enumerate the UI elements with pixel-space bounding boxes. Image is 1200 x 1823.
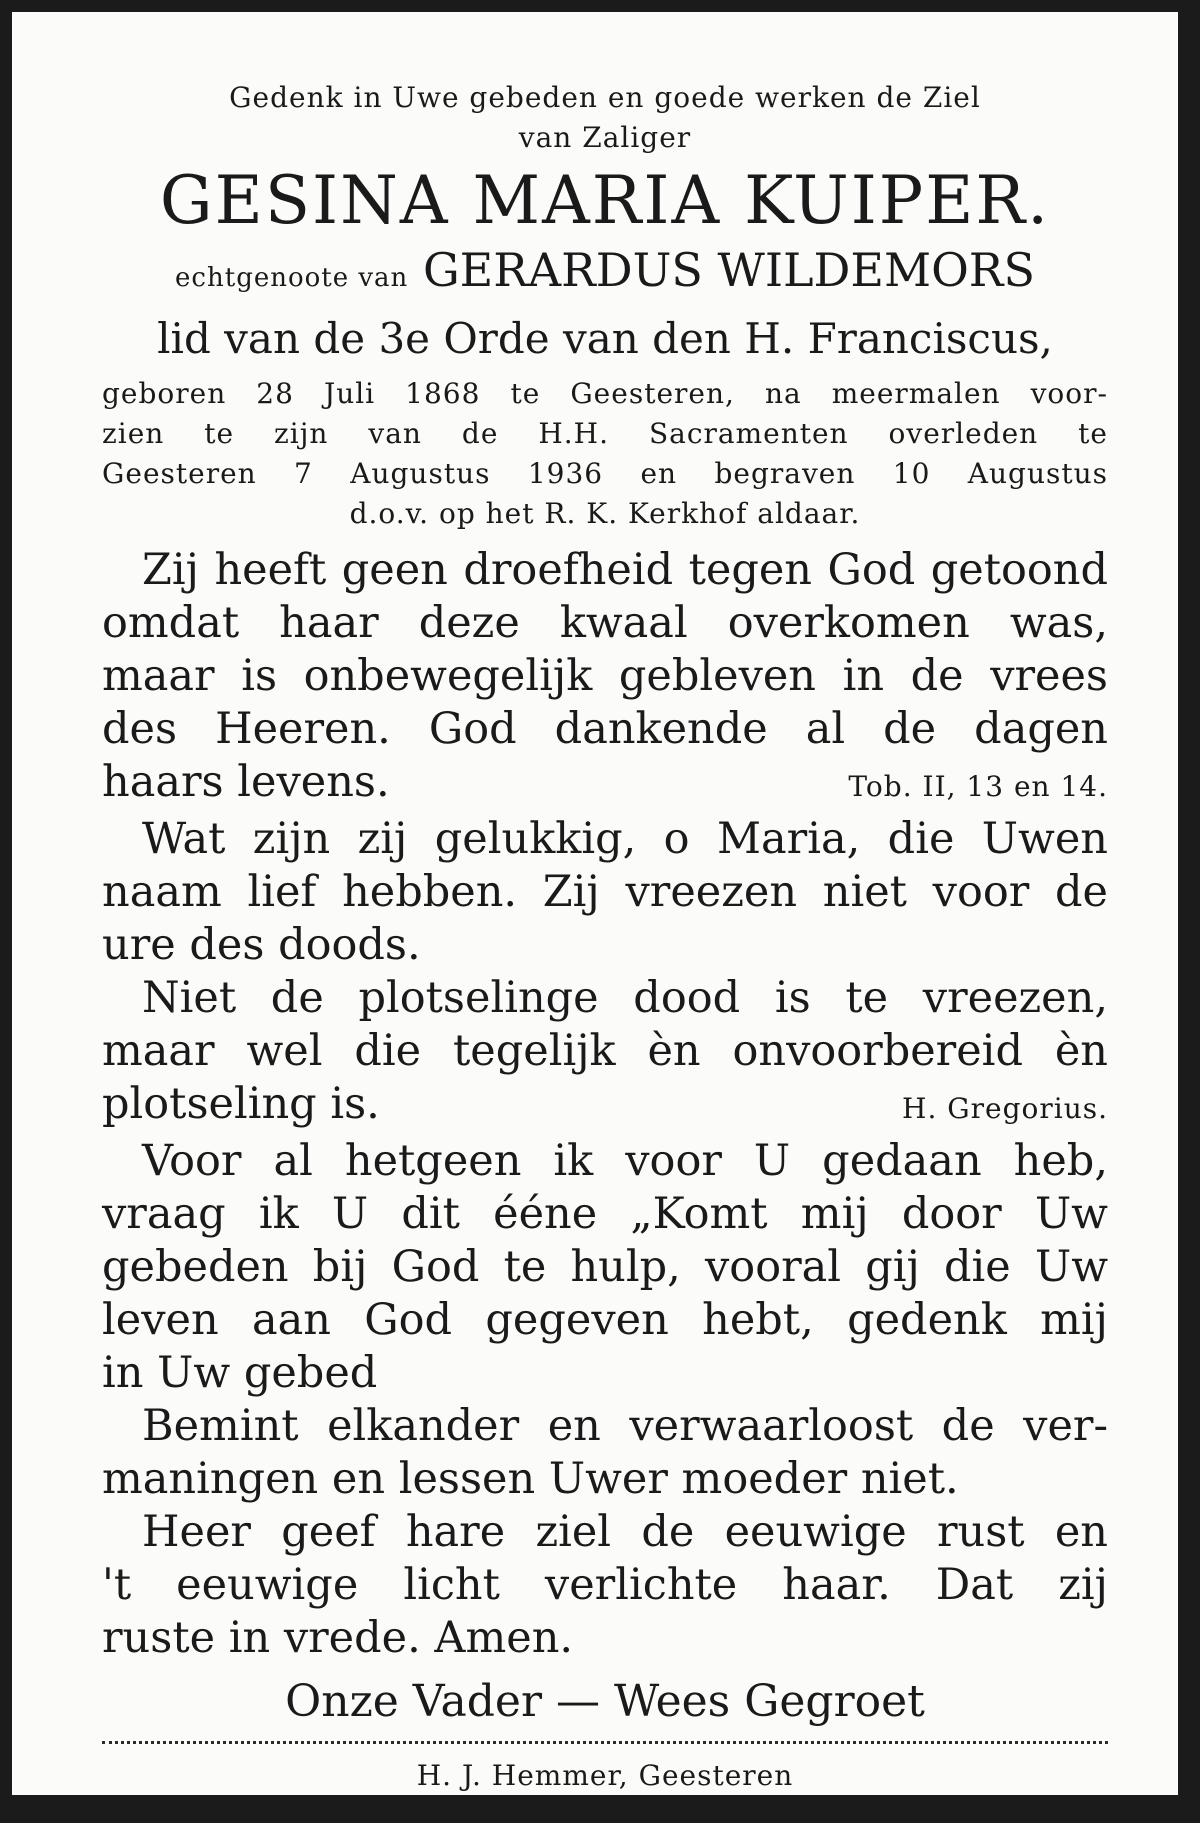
header-van-zaliger: van Zaliger [518,121,692,154]
verse-line: vraag ik U dit ééne „Komt mij door Uw [102,1189,1108,1239]
verse-line: haars levens. [102,757,390,807]
verse-admonition [102,1400,1108,1506]
bio-line: geboren 28 Juli 1868 te Geesteren, na meermalen voor- [102,377,1108,410]
verse-line: Niet de plotselinge dood is te vreezen, [142,973,1108,1023]
verse-line: Voor al hetgeen ik voor U gedaan heb, [142,1136,1108,1186]
spouse-name: GERARDUS WILDEMORS [422,243,1035,297]
verse-line: maar is onbewegelijk gebleven in de vrees [102,651,1108,701]
verse-line: leven aan God gegeven hebt, gedenk mij [102,1295,1108,1345]
verse-line: Wat zijn zij gelukkig, o Maria, die Uwen [142,814,1108,864]
printer-credit: H. J. Hemmer, Geesteren [416,1759,794,1792]
verse-line: plotseling is. [102,1079,380,1129]
verse-line: Bemint elkander en verwaarloost de ver- [142,1401,1108,1451]
deceased-name: GESINA MARIA KUIPER. [159,162,1051,239]
verse-line: in Uw gebed [102,1348,378,1398]
closing-prayers: Onze Vader — Wees Gegroet [285,1676,925,1727]
verse-line: gebeden bij God te hulp, vooral gij die Uw [102,1242,1108,1292]
verse-last-row [102,1078,1108,1135]
verse-line: Heer geef hare ziel de eeuwige rust en [142,1507,1108,1557]
verse-tobit [102,544,1108,813]
bio-line: Geesteren 7 Augustus 1936 en begraven 10 Augustus [102,457,1108,490]
header-intro: Gedenk in Uwe gebeden en goede werken de Ziel [229,81,981,114]
spouse-line [102,240,1108,308]
verse-line: Zij heeft geen droefheid tegen God getoond [142,545,1108,595]
order-membership: lid van de 3e Orde van den H. Franciscus, [157,314,1053,363]
verse-last-row [102,756,1108,813]
verse-reference: Tob. II, 13 en 14. [848,770,1108,803]
verse-reference: H. Gregorius. [902,1092,1108,1125]
verse-request [102,1135,1108,1400]
verse-line: 't eeuwige licht verlichte haar. Dat zij [102,1560,1108,1610]
verse-maria [102,813,1108,972]
bio-line: zien te zijn van de H.H. Sacramenten overleden te [102,417,1108,450]
verse-line: maar wel die tegelijk èn onvoorbereid èn [102,1026,1108,1076]
verse-line: ruste in vrede. Amen. [102,1613,574,1663]
verse-line: naam lief hebben. Zij vreezen niet voor de [102,867,1108,917]
verse-line: des Heeren. God dankende al de dagen [102,704,1108,754]
verse-line: omdat haar deze kwaal overkomen was, [102,598,1108,648]
verse-prayer [102,1506,1108,1665]
card-content [102,78,1108,1798]
bio-line: d.o.v. op het R. K. Kerkhof aldaar. [349,497,861,530]
biography [102,374,1108,534]
dotted-divider [102,1741,1108,1744]
verse-gregorius [102,972,1108,1135]
verse-line: ure des doods. [102,920,421,970]
verse-line: maningen en lessen Uwer moeder niet. [102,1454,959,1504]
spouse-prefix: echtgenoote van [175,263,409,293]
